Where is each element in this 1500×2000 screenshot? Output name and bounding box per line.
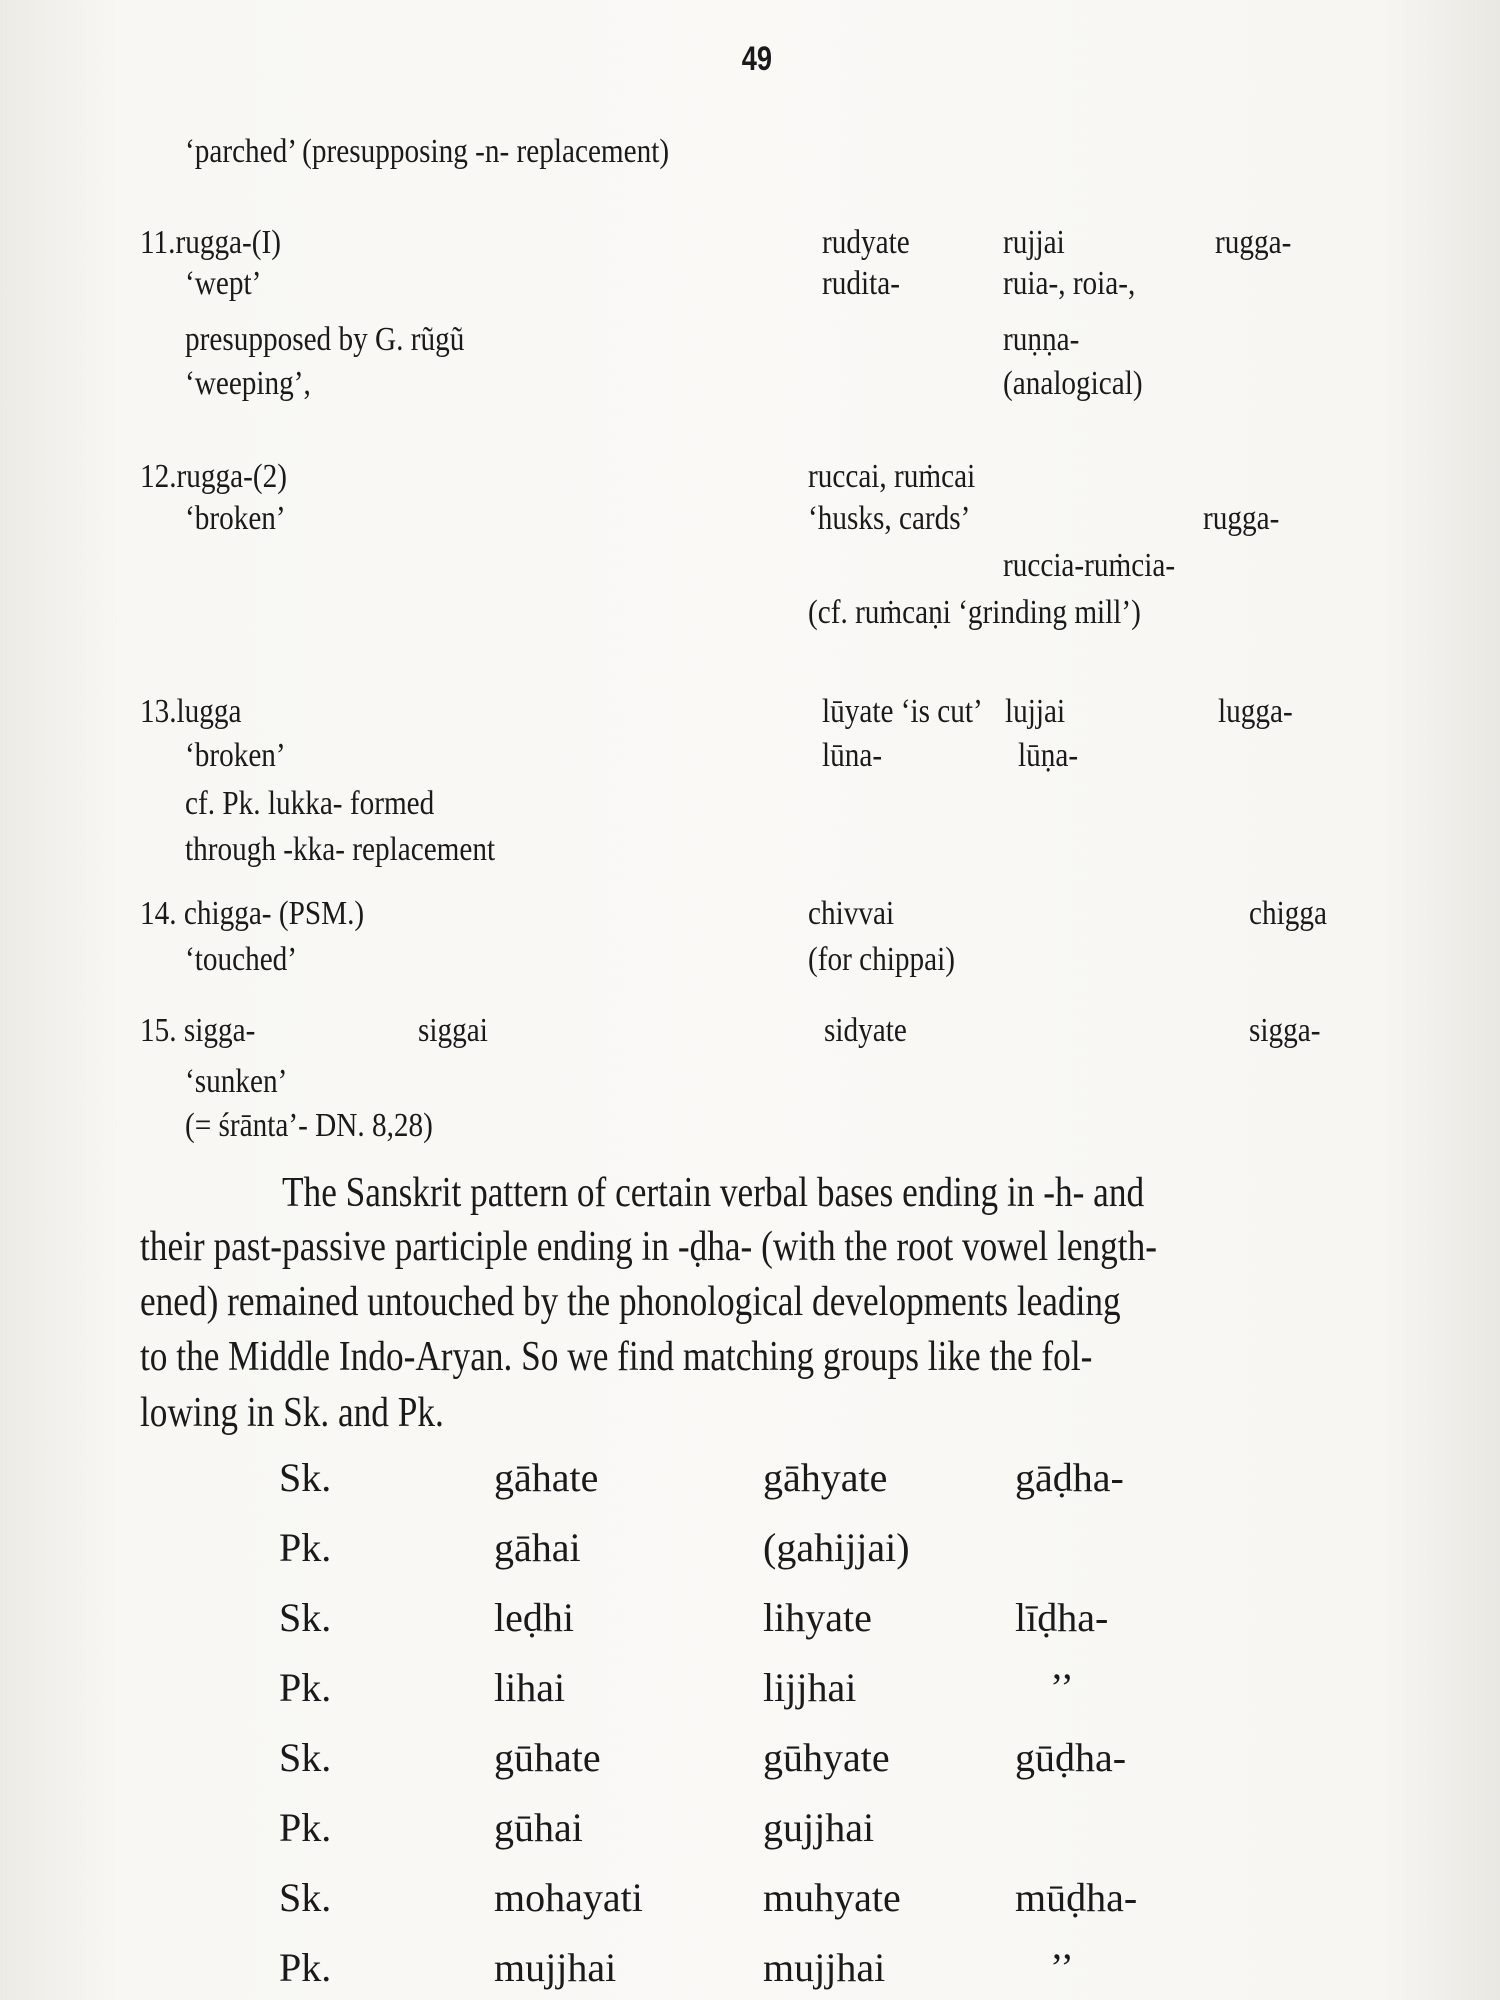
continuation-line: ‘parched’ (presupposing -n- replacement) [185, 133, 670, 170]
entry-15-note: (= śrānta’- DN. 8,28) [185, 1107, 433, 1144]
entry-14-c2b: (for chippai) [808, 941, 955, 978]
entry-11-pk: rujjai [1003, 224, 1065, 261]
entry-15-c2a: sidyate [824, 1012, 907, 1049]
entry-12-c3b: (cf. ruṁcaṇi ‘grinding mill’) [808, 594, 1141, 631]
entry-13-head: 13.lugga [140, 693, 242, 730]
table-cell: Sk. [279, 1595, 332, 1640]
entry-12-head: 12.rugga-(2) [140, 458, 287, 495]
entry-12-nia: rugga- [1203, 500, 1280, 537]
table-cell: mohayati [494, 1875, 643, 1920]
entry-13-c3a: lujjai [1005, 693, 1066, 730]
entry-15-nia: sigga- [1249, 1012, 1321, 1049]
entry-11-pk3: ruṇṇa- [1003, 321, 1080, 358]
table-cell: Sk. [279, 1875, 332, 1920]
table-cell: muhyate [763, 1875, 901, 1920]
table-cell: gūḍha- [1015, 1735, 1127, 1780]
table-cell: gujjhai [763, 1805, 875, 1850]
entry-12-gloss: ‘broken’ [185, 500, 286, 537]
page-number: 49 [741, 40, 773, 78]
table-cell: gāḍha- [1015, 1455, 1124, 1500]
table-cell: Pk. [279, 1945, 332, 1990]
table-cell: gāhai [494, 1525, 581, 1570]
paragraph-line: The Sanskrit pattern of certain verbal bases ending in -h- and [282, 1170, 1145, 1216]
entry-14-gloss: ‘touched’ [185, 941, 298, 978]
paragraph-line: lowing in Sk. and Pk. [140, 1390, 444, 1436]
table-cell: mujjhai [494, 1945, 617, 1990]
table-cell: Pk. [279, 1805, 332, 1850]
entry-12-c2b: ‘husks, cards’ [808, 500, 971, 537]
table-cell: lihyate [763, 1595, 872, 1640]
table-cell: leḍhi [494, 1595, 574, 1640]
entry-13-nia: lugga- [1218, 693, 1293, 730]
table-cell: Pk. [279, 1665, 332, 1710]
entry-13-c2b: lūna- [822, 737, 883, 774]
table-cell: mujjhai [763, 1945, 886, 1990]
table-cell: līḍha- [1015, 1595, 1109, 1640]
table-cell: gūhai [494, 1805, 583, 1850]
entry-14-c2a: chivvai [808, 895, 895, 932]
entry-11-note: presupposed by G. rũgũ [185, 321, 465, 358]
entry-11-sk: rudyate [822, 224, 910, 261]
entry-13-c3b: lūṇa- [1018, 737, 1079, 774]
entry-13-note2: through -kka- replacement [185, 831, 496, 868]
table-cell: lijjhai [763, 1665, 857, 1710]
table-cell: ’’ [1050, 1945, 1074, 1990]
entry-11-head: 11.rugga-(I) [140, 224, 281, 261]
entry-11-pk4: (analogical) [1003, 365, 1143, 402]
table-cell: lihai [494, 1665, 566, 1710]
table-cell: gūhate [494, 1735, 601, 1780]
entry-12-c3a: ruccia-ruṁcia- [1003, 547, 1176, 584]
entry-11-gloss: ‘wept’ [185, 265, 262, 302]
table-cell: Pk. [279, 1525, 332, 1570]
entry-14-nia: chigga [1249, 895, 1327, 932]
entry-13-note: cf. Pk. lukka- formed [185, 785, 435, 822]
entry-11-pk2: ruia-, roia-, [1003, 265, 1136, 302]
entry-13-gloss: ‘broken’ [185, 737, 286, 774]
table-cell: (gahijjai) [763, 1525, 910, 1570]
entry-11-sk2: rudita- [822, 265, 900, 302]
table-cell: Sk. [279, 1455, 332, 1500]
entry-15-pk: siggai [418, 1012, 488, 1049]
entry-11-note2: ‘weeping’, [185, 365, 311, 402]
table-cell: gāhate [494, 1455, 599, 1500]
entry-15-head: 15. sigga- [140, 1012, 256, 1049]
paragraph-line: their past-passive participle ending in -ḍha- (with the root vowel length- [140, 1224, 1157, 1270]
table-cell: gāhyate [763, 1455, 888, 1500]
entry-12-c2a: ruccai, ruṁcai [808, 458, 976, 495]
table-cell: mūḍha- [1015, 1875, 1138, 1920]
entry-13-c2a: lūyate ‘is cut’ [822, 693, 983, 730]
table-cell: Sk. [279, 1735, 332, 1780]
table-cell: gūhyate [763, 1735, 890, 1780]
entry-14-head: 14. chigga- (PSM.) [140, 895, 365, 932]
table-cell: ’’ [1050, 1665, 1074, 1710]
entry-11-nia: rugga- [1215, 224, 1292, 261]
entry-15-gloss: ‘sunken’ [185, 1063, 288, 1100]
paragraph-line: ened) remained untouched by the phonological developments leading [140, 1279, 1121, 1325]
paragraph-line: to the Middle Indo-Aryan. So we find matching groups like the fol- [140, 1334, 1093, 1380]
